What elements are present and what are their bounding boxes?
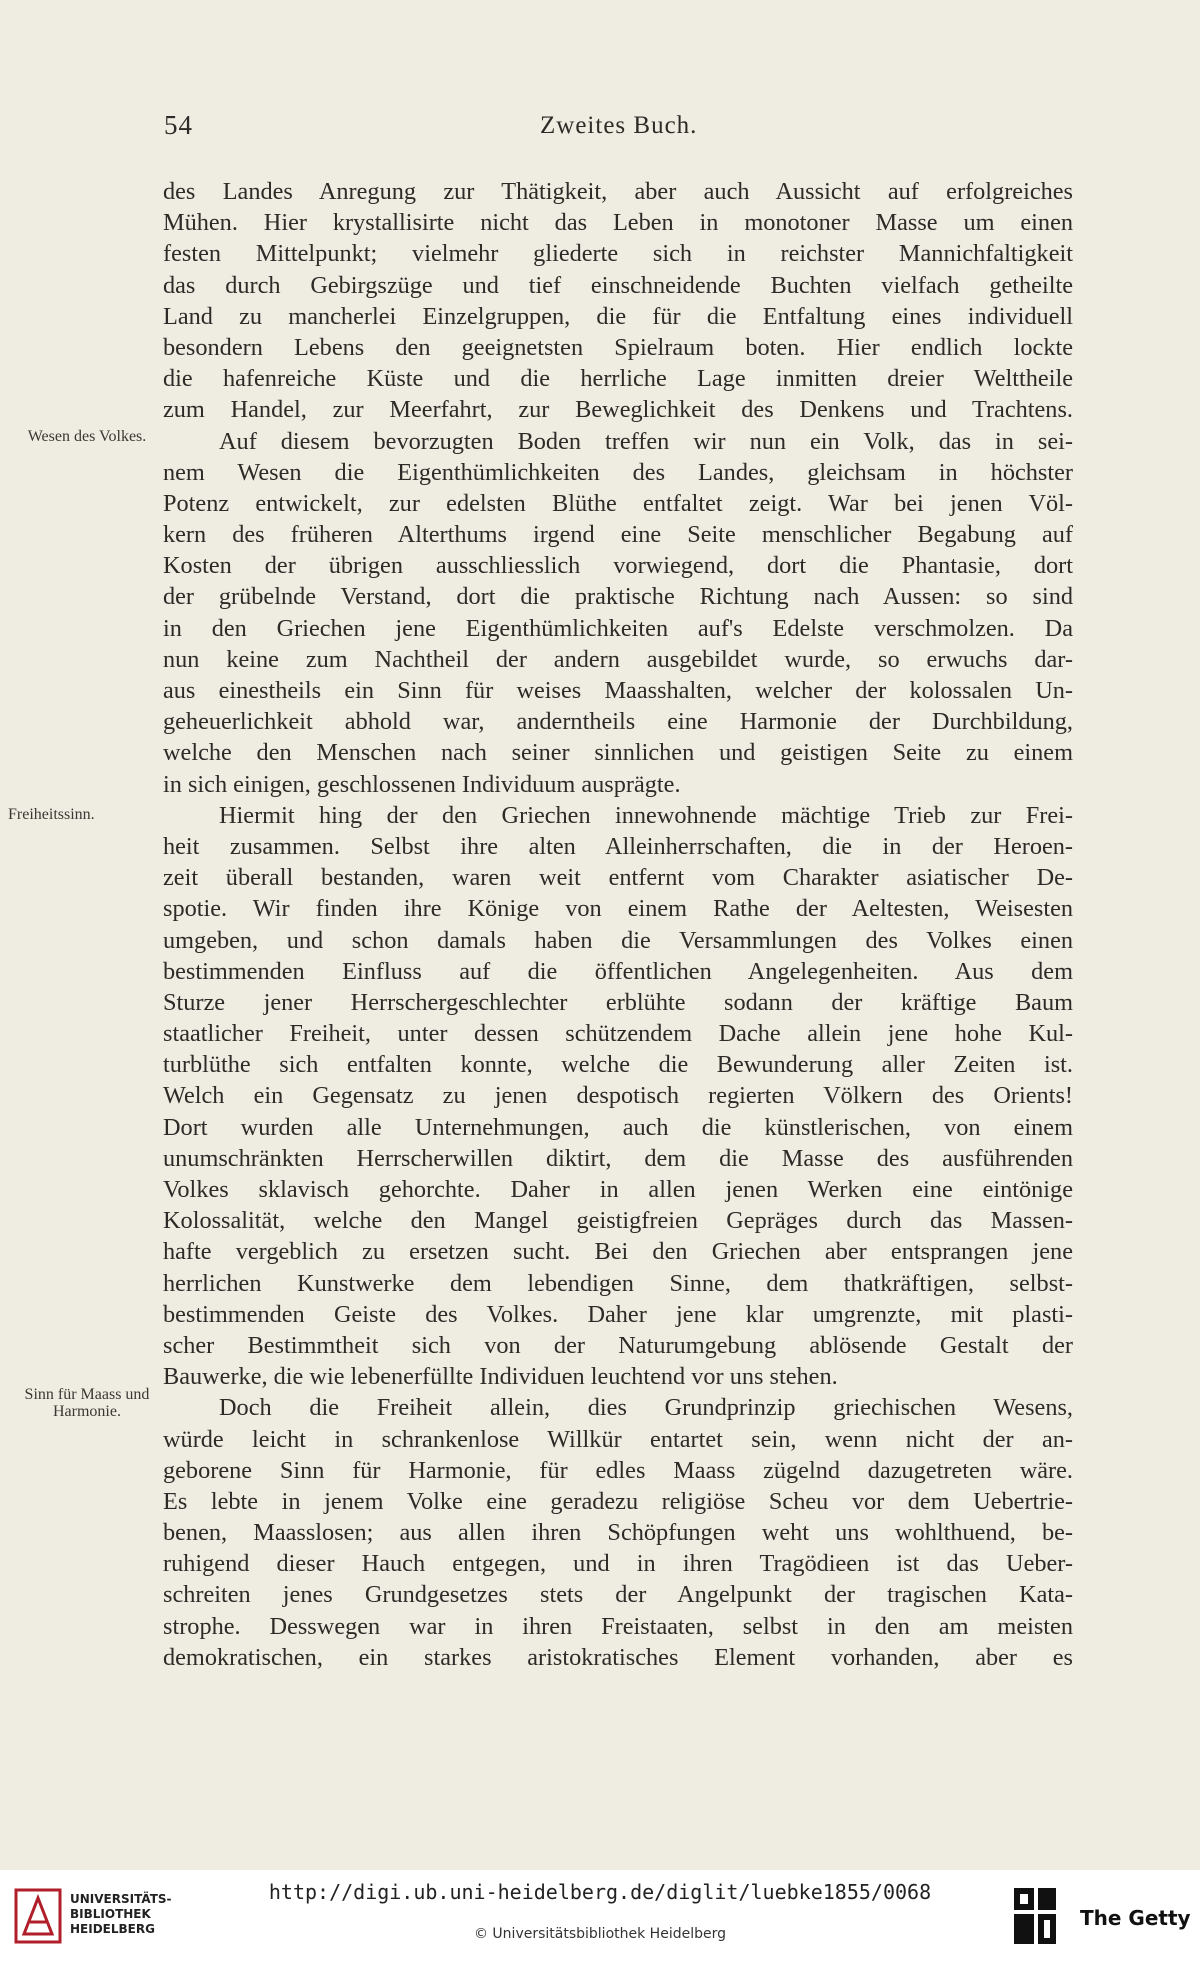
text-line: des Landes Anregung zur Thätigkeit, aber auch Aussicht auf erfolgreiches: [163, 178, 1073, 205]
text-line: Mühen. Hier krystallisirte nicht das Leben in monotoner Masse um einen: [163, 209, 1073, 237]
text-line: spotie. Wir finden ihre Könige von einem Rathe der Aeltesten, Weisesten: [163, 895, 1073, 923]
text-line: Volkes sklavisch gehorchte. Daher in allen jenen Werken eine eintönige: [163, 1176, 1073, 1203]
text-line: strophe. Desswegen war in ihren Freistaaten, selbst in den am meisten: [163, 1612, 1073, 1640]
text-line: in sich einigen, geschlossenen Individuum ausprägte.: [163, 770, 681, 798]
text-line: Kolossalität, welche den Mangel geistigfreien Gepräges durch das Massen-: [163, 1207, 1073, 1235]
text-line: schreiten jenes Grundgesetzes stets der Angelpunkt der tragischen Kata-: [163, 1581, 1073, 1609]
text-line: ruhigend dieser Hauch entgegen, und in ihren Tragödieen ist das Ueber-: [163, 1550, 1073, 1578]
text-line: festen Mittelpunkt; vielmehr gliederte sich in reichster Mannichfaltigkeit: [163, 240, 1073, 268]
text-line: bestimmenden Einfluss auf die öffentlichen Angelegenheiten. Aus dem: [163, 957, 1073, 985]
text-line: die hafenreiche Küste und die herrliche Lage inmitten dreier Welttheile: [163, 365, 1073, 393]
permalink[interactable]: http://digi.ub.uni-heidelberg.de/diglit/luebke1855/0068: [268, 1880, 932, 1904]
text-line: Auf diesem bevorzugten Boden treffen wir nun ein Volk, das in sei-: [219, 427, 1073, 455]
library-name-line: BIBLIOTHEK: [70, 1907, 151, 1921]
text-line: zum Handel, zur Meerfahrt, zur Beweglichkeit des Denkens und Trachtens.: [163, 396, 1073, 424]
text-line: kern des früheren Alterthums irgend eine Seite menschlicher Begabung auf: [163, 521, 1073, 549]
text-line: Potenz entwickelt, zur edelsten Blüthe entfaltet zeigt. War bei jenen Völ-: [163, 489, 1073, 517]
text-line: besondern Lebens den geeignetsten Spielraum boten. Hier endlich lockte: [163, 333, 1073, 361]
text-line: der grübelnde Verstand, dort die praktische Richtung nach Aussen: so sind: [163, 583, 1073, 611]
text-line: das durch Gebirgszüge und tief einschneidende Buchten vielfach getheilte: [163, 271, 1073, 299]
text-line: Sturze jener Herrschergeschlechter erblühte sodann der kräftige Baum: [163, 988, 1073, 1016]
page-number: 54: [164, 110, 193, 140]
text-line: unumschränkten Herrscherwillen diktirt, dem die Masse des ausführenden: [163, 1144, 1073, 1172]
text-line: Welch ein Gegensatz zu jenen despotisch regierten Völkern des Orients!: [163, 1082, 1073, 1110]
text-line: Land zu mancherlei Einzelgruppen, die für die Entfaltung eines individuell: [163, 302, 1073, 330]
running-title: Zweites Buch.: [540, 112, 698, 139]
text-line: bestimmenden Geiste des Volkes. Daher jene klar umgrenzte, mit plasti-: [163, 1300, 1073, 1328]
text-line: aus einestheils ein Sinn für weises Maasshalten, welcher der kolossalen Un-: [163, 677, 1073, 704]
text-line: Bauwerke, die wie lebenerfüllte Individuen leuchtend vor uns stehen.: [163, 1363, 838, 1391]
text-line: welche den Menschen nach seiner sinnlichen und geistigen Seite zu einem: [163, 739, 1073, 767]
text-line: umgeben, und schon damals haben die Versammlungen des Volkes einen: [163, 926, 1073, 954]
text-line: benen, Maasslosen; aus allen ihren Schöpfungen weht uns wohlthuend, be-: [163, 1519, 1073, 1547]
body-text: [163, 176, 1073, 1673]
text-line: Doch die Freiheit allein, dies Grundprinzip griechischen Wesens,: [219, 1394, 1073, 1422]
partner-name: The Getty: [1080, 1906, 1191, 1930]
text-line: zeit überall bestanden, waren weit entfernt vom Charakter asiatischer De-: [163, 864, 1073, 892]
getty-logo-icon: [1010, 1884, 1060, 1948]
text-line: scher Bestimmtheit sich von der Naturumgebung ablösende Gestalt der: [163, 1331, 1073, 1359]
text-line: würde leicht in schrankenlose Willkür entartet sein, wenn nicht der an-: [163, 1425, 1073, 1453]
text-line: geheuerlichkeit abhold war, anderntheils eine Harmonie der Durchbildung,: [163, 708, 1073, 736]
text-line: geborene Sinn für Harmonie, für edles Maass zügelnd dazugetreten wäre.: [163, 1456, 1073, 1484]
footer-bar: [0, 1870, 1200, 1961]
text-line: in den Griechen jene Eigenthümlichkeiten auf's Edelste verschmolzen. Da: [163, 614, 1073, 642]
margin-note: Wesen des Volkes.: [27, 428, 147, 445]
text-line: Hiermit hing der den Griechen innewohnende mächtige Trieb zur Frei-: [219, 801, 1073, 829]
margin-note: Freiheitssinn.: [8, 806, 95, 823]
text-line: heit zusammen. Selbst ihre alten Alleinherrschaften, die in der Heroen-: [163, 832, 1073, 860]
text-line: Es lebte in jenem Volke eine geradezu religiöse Scheu vor dem Uebertrie-: [163, 1487, 1073, 1515]
text-line: staatlicher Freiheit, unter dessen schützendem Dache allein jene hohe Kul-: [163, 1020, 1073, 1048]
text-line: hafte vergeblich zu ersetzen sucht. Bei den Griechen aber entsprangen jene: [163, 1238, 1073, 1266]
text-line: Kosten der übrigen ausschliesslich vorwiegend, dort die Phantasie, dort: [163, 552, 1073, 580]
copyright-notice: © Universitätsbibliothek Heidelberg: [473, 1926, 726, 1942]
text-line: turblüthe sich entfalten konnte, welche die Bewunderung aller Zeiten ist.: [163, 1051, 1073, 1079]
library-name-line: HEIDELBERG: [70, 1922, 155, 1936]
text-line: demokratischen, ein starkes aristokratisches Element vorhanden, aber es: [163, 1643, 1073, 1671]
text-line: nun keine zum Nachtheil der andern ausgebildet wurde, so erwuchs dar-: [163, 645, 1073, 673]
text-line: nem Wesen die Eigenthümlichkeiten des Landes, gleichsam in höchster: [163, 458, 1073, 486]
text-line: Dort wurden alle Unternehmungen, auch die künstlerischen, von einem: [163, 1113, 1073, 1141]
margin-note: Sinn für Maass und Harmonie.: [24, 1386, 150, 1420]
library-name-line: UNIVERSITÄTS-: [70, 1892, 172, 1906]
text-line: herrlichen Kunstwerke dem lebendigen Sinne, dem thatkräftigen, selbst-: [163, 1269, 1073, 1297]
page-header: [0, 110, 1200, 150]
